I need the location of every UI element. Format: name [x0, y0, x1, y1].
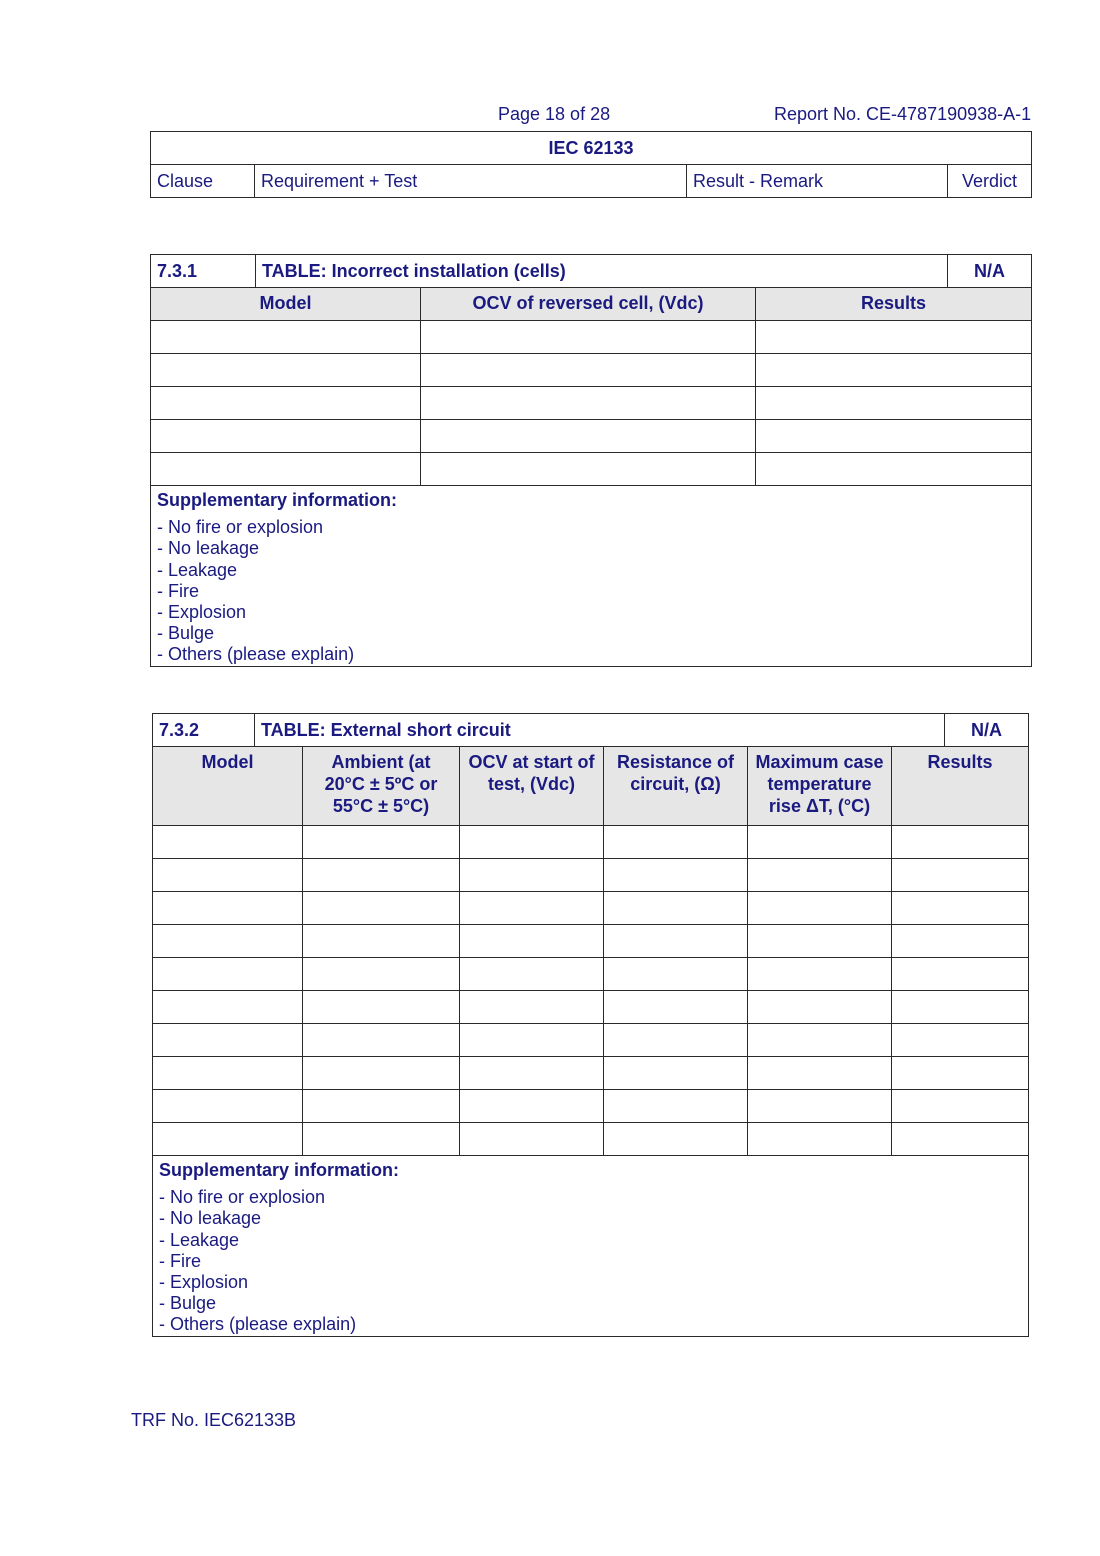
page-number: Page 18 of 28 — [498, 104, 611, 124]
table1-col-results: Results — [756, 288, 1032, 321]
report-header-table — [150, 131, 1032, 198]
table-row — [151, 387, 1032, 420]
table2-col-model: Model — [153, 747, 303, 826]
table2-col-results: Results — [892, 747, 1029, 826]
table-row — [151, 321, 1032, 354]
list-item: - No fire or explosion — [159, 1187, 326, 1208]
table-row — [153, 991, 1029, 1024]
supplementary-title: Supplementary information: — [157, 490, 398, 510]
table-row — [153, 1123, 1029, 1156]
list-item: - Explosion — [157, 602, 247, 623]
table-row — [151, 420, 1032, 453]
table2-col-ambient: Ambient (at 20°C ± 5ºC or 55°C ± 5°C) — [303, 747, 460, 826]
table1-col-model: Model — [151, 288, 421, 321]
table-row — [153, 892, 1029, 925]
table-row — [153, 958, 1029, 991]
table-row — [153, 859, 1029, 892]
list-item: - Bulge — [157, 623, 215, 644]
table-row — [151, 453, 1032, 486]
list-item: - Leakage — [157, 559, 238, 580]
supplementary-title: Supplementary information: — [159, 1160, 400, 1180]
list-item: - Others (please explain) — [159, 1314, 357, 1335]
table1-supplementary — [151, 486, 1032, 667]
table1-title: TABLE: Incorrect installation (cells) — [256, 255, 948, 288]
list-item: - No leakage — [159, 1208, 262, 1229]
table2-title: TABLE: External short circuit — [255, 714, 945, 747]
table-row — [153, 1024, 1029, 1057]
table2-col-ocv: OCV at start of test, (Vdc) — [460, 747, 604, 826]
table-external-short-circuit — [152, 713, 1029, 1337]
list-item: - Others (please explain) — [157, 644, 355, 665]
table-incorrect-installation — [150, 254, 1032, 667]
table1-verdict: N/A — [948, 255, 1032, 288]
table-row — [153, 1090, 1029, 1123]
table-row — [153, 925, 1029, 958]
list-item: - Fire — [159, 1250, 201, 1271]
trf-number: TRF No. IEC62133B — [131, 1410, 297, 1430]
list-item: - Explosion — [159, 1272, 249, 1293]
col-result: Result - Remark — [687, 165, 948, 198]
list-item: - Leakage — [159, 1229, 240, 1250]
list-item: - No leakage — [157, 538, 260, 559]
standard-title: IEC 62133 — [151, 132, 1032, 165]
table2-clause: 7.3.2 — [153, 714, 255, 747]
col-verdict: Verdict — [948, 165, 1032, 198]
table-row — [153, 826, 1029, 859]
table2-verdict: N/A — [945, 714, 1029, 747]
table1-col-ocv: OCV of reversed cell, (Vdc) — [421, 288, 756, 321]
table2-col-resistance: Resistance of circuit, (Ω) — [604, 747, 748, 826]
table-row — [151, 354, 1032, 387]
table1-clause: 7.3.1 — [151, 255, 256, 288]
list-item: - No fire or explosion — [157, 517, 324, 538]
list-item: - Bulge — [159, 1293, 217, 1314]
table2-supplementary — [153, 1156, 1029, 1337]
table-row — [153, 1057, 1029, 1090]
col-clause: Clause — [151, 165, 255, 198]
table2-col-temperature: Maximum case temperature rise ΔT, (°C) — [748, 747, 892, 826]
list-item: - Fire — [157, 580, 199, 601]
col-requirement: Requirement + Test — [255, 165, 687, 198]
report-number: Report No. CE-4787190938-A-1 — [774, 104, 1032, 124]
